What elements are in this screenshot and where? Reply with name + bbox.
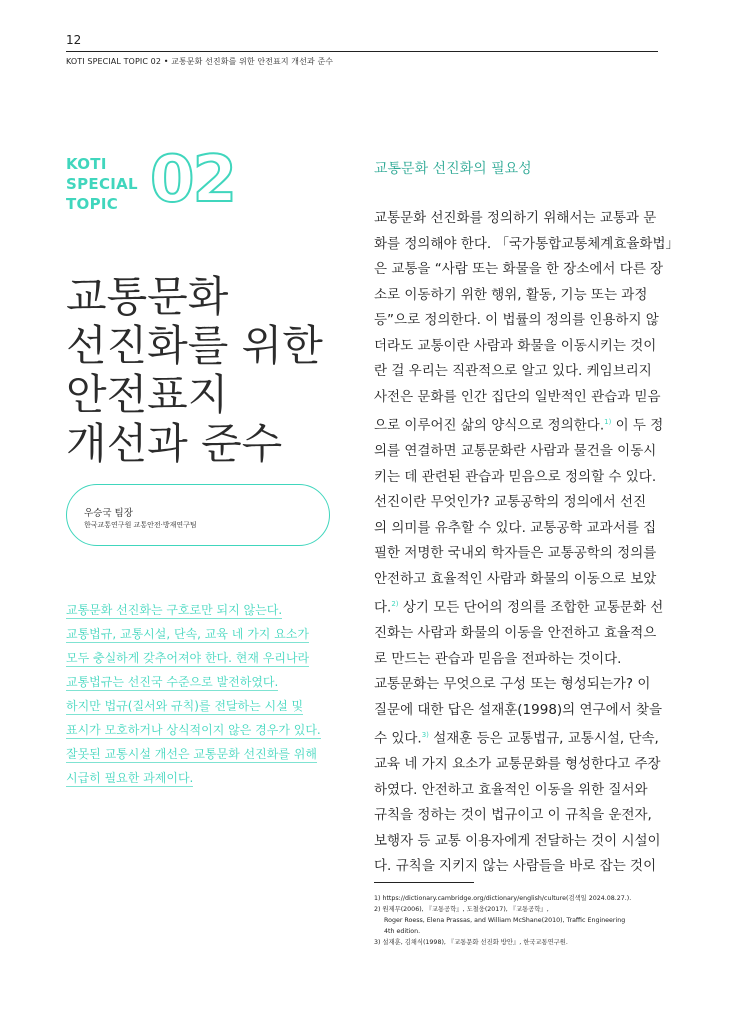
footnote: 1) https://dictionary.cambridge.org/dictionary/english/culture(검색일 2024.08.27.).	[374, 895, 632, 902]
summary-line: 잘못된 교통시설 개선은 교통문화 선진화를 위해	[66, 747, 317, 761]
summary-line: 교통법규, 교통시설, 단속, 교육 네 가지 요소가	[66, 627, 309, 641]
body-line: 의를 연결하면 교통문화란 사람과 물건을 이동시	[374, 443, 657, 459]
title-line: 교통문화	[66, 272, 229, 321]
body-line: 수 있다.$^{3)}$ 설재훈 등은 교통법규, 교통시설, 단속,	[374, 730, 659, 747]
topic-label-line: TOPIC	[66, 195, 119, 213]
body-text	[374, 206, 679, 880]
author-name: 우승국 팀장	[84, 508, 133, 519]
topic-label	[66, 154, 151, 214]
body-line: 의 의미를 유추할 수 있다. 교통공학 교과서를 집	[374, 519, 657, 536]
body-line: 보행자 등 교통 이용자에게 전달하는 것이 시설이	[374, 832, 661, 849]
body-line: 더라도 교통이란 사람과 화물을 이동시키는 것이	[374, 337, 657, 354]
body-line: 키는 데 관련된 관습과 믿음으로 정의할 수 있다.	[374, 468, 657, 485]
body-line: 사전은 문화를 인간 집단의 일반적인 관습과 믿음	[374, 388, 661, 405]
body-line: 필한 저명한 국내외 학자들은 교통공학의 정의를	[374, 545, 657, 561]
body-line: 로 만드는 관습과 믿음을 전파하는 것이다.	[374, 650, 622, 667]
running-head: KOTI SPECIAL TOPIC 02 • 교통문화 선진화를 위한 안전표지 개선과 준수	[66, 57, 334, 66]
body-line: 하였다. 안전하고 효율적인 이동을 위한 질서와	[374, 781, 648, 798]
body-line: 교통문화 선진화를 정의하기 위해서는 교통과 문	[374, 210, 657, 226]
body-line: 으로 이루어진 삶의 양식으로 정의한다.$^{1)}$ 이 두 정	[374, 417, 664, 434]
topic-number: 02	[150, 143, 236, 217]
summary-lead	[66, 598, 336, 790]
page-number: 12	[66, 33, 82, 47]
footnote: 2) 원제무(2006), 『교통공학』, 도철웅(2017), 『교통공학』,	[374, 906, 549, 913]
footnote-marker: 2)	[391, 600, 399, 608]
body-line: 질문에 대한 답은 설재훈(1998)의 연구에서 찾을	[374, 701, 663, 718]
footnotes	[374, 893, 674, 948]
article-title	[66, 272, 356, 468]
summary-line: 하지만 법규(질서와 규칙)를 전달하는 시설 및	[66, 699, 304, 713]
body-line: 안전하고 효율적인 사람과 화물의 이동으로 보았	[374, 570, 657, 587]
title-line: 선진화를 위한	[66, 321, 323, 370]
footnote-marker: 3)	[421, 731, 429, 739]
summary-line: 시급히 필요한 과제이다.	[66, 771, 194, 785]
topic-label-line: KOTI	[66, 155, 107, 173]
footnote-rule	[374, 882, 474, 883]
body-line: 선진이란 무엇인가? 교통공학의 정의에서 선진	[374, 494, 647, 510]
body-line: 교육 네 가지 요소가 교통문화를 형성한다고 주장	[374, 756, 661, 772]
body-line: 화를 정의해야 한다. 「국가통합교통체계효율화법」	[374, 235, 679, 252]
body-line: 교통문화는 무엇으로 구성 또는 형성되는가? 이	[374, 676, 651, 692]
body-line: 규칙을 정하는 것이 법규이고 이 규칙을 운전자,	[374, 807, 652, 823]
body-line: 진화는 사람과 화물의 이동을 안전하고 효율적으	[374, 625, 657, 641]
footnote: 4th edition.	[384, 928, 421, 935]
body-line: 다.$^{2)}$ 상기 모든 단어의 정의를 조합한 교통문화 선	[374, 599, 664, 616]
footnote-marker: 1)	[604, 418, 612, 426]
section-heading: 교통문화 선진화의 필요성	[374, 161, 532, 177]
body-line: 소로 이동하기 위한 행위, 활동, 기능 또는 과정	[374, 286, 648, 303]
topic-label-line: SPECIAL	[66, 175, 138, 193]
summary-line: 교통문화 선진화는 구호로만 되지 않는다.	[66, 603, 283, 617]
footnote: Roger Roess, Elena Prassas, and William McShane(2010), Traffic Engineering	[384, 917, 626, 924]
body-line: 등”으로 정의한다. 이 법률의 정의를 인용하지 않	[374, 312, 659, 328]
body-line: 란 걸 우리는 직관적으로 알고 있다. 케임브리지	[374, 363, 652, 379]
footnote: 3) 설재훈, 김채식(1998), 『교통문화 선진화 방안』, 한국교통연구원.	[374, 939, 568, 946]
summary-line: 교통법규는 선진국 수준으로 발전하였다.	[66, 675, 279, 689]
summary-line: 표시가 모호하거나 상식적이지 않은 경우가 있다.	[66, 723, 321, 737]
body-line: 은 교통을 “사람 또는 화물을 한 장소에서 다른 장	[374, 261, 664, 277]
title-line: 개선과 준수	[66, 419, 283, 468]
author-affiliation: 한국교통연구원 교통안전·방재연구팀	[84, 521, 197, 529]
header-rule	[66, 51, 658, 52]
body-line: 다. 규칙을 지키지 않는 사람들을 바로 잡는 것이	[374, 858, 657, 874]
summary-line: 모두 충실하게 갖추어져야 한다. 현재 우리나라	[66, 651, 310, 665]
title-line: 안전표지	[66, 370, 229, 419]
